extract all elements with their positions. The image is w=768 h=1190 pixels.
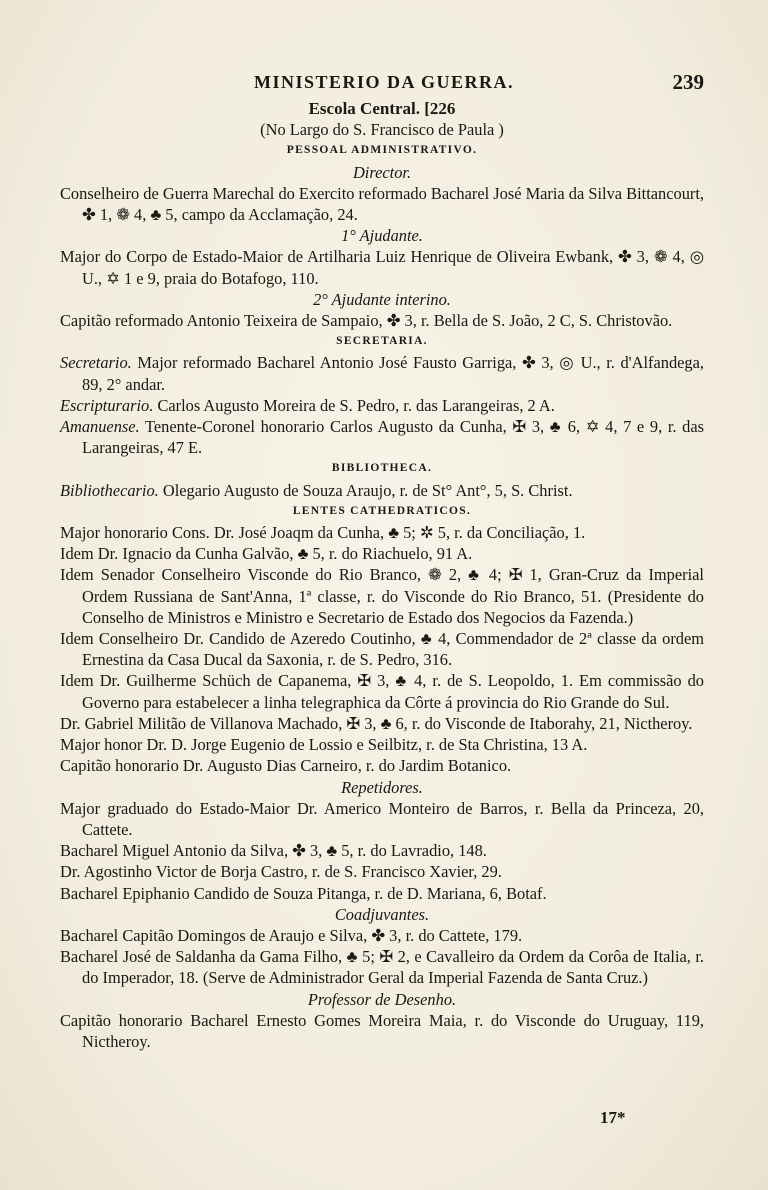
entry-text: Carlos Augusto Moreira de S. Pedro, r. das Larangeiras, 2 A. [153, 395, 555, 415]
signature-mark: 17* [600, 1108, 626, 1127]
repetidor-entry: Dr. Agostinho Victor de Borja Castro, r. de S. Francisco Xavier, 29. [60, 862, 502, 882]
entry-text: Olegario Augusto de Souza Araujo, r. de St° Ant°, 5, S. Christ. [158, 480, 573, 500]
coadjuvante-entry: Bacharel José de Saldanha da Gama Filho, ♣ 5; ✠ 2, e Cavalleiro da Ordem da Corôa de Italia, r. do Imperador, 18. (Serve de Administrador Geral da Imperial Fazenda de Santa Cruz.) [60, 947, 704, 988]
lente-entry: Idem Conselheiro Dr. Candido de Azeredo Coutinho, ♣ 4, Commendador de 2ª classe da ordem Ernestina da Casa Ducal da Saxonia, r. de S. Pedro, 316. [60, 629, 704, 670]
lentes-heading: LENTES CATHEDRATICOS. [292, 504, 472, 517]
lente-entry: Idem Senador Conselheiro Visconde do Rio Branco, ❁ 2, ♣ 4; ✠ 1, Gran-Cruz da Imperial Ordem Russiana de Sant'Anna, 1ª classe, r. do Visconde do Rio Branco, 51. (Presidente do Conselho de Ministros e Ministro e Secretario de Estado dos Negocios da Fazenda.) [60, 565, 704, 627]
running-header [62, 72, 706, 98]
repetidor-entry: Bacharel Epiphanio Candido de Souza Pitanga, r. de D. Mariana, 6, Botaf. [60, 883, 547, 903]
lente-entry: Dr. Gabriel Militão de Villanova Machado, ✠ 3, ♣ 6, r. do Visconde de Itaborahy, 21, Nictheroy. [60, 713, 693, 733]
repetidor-entry: Bacharel Miguel Antonio da Silva, ✤ 3, ♣ 5, r. do Lavradio, 148. [60, 841, 487, 861]
entry-label: Bibliothecario. [60, 480, 159, 500]
ajudante-interino-heading: 2° Ajudante interino. [313, 289, 451, 309]
director-heading: Director. [352, 162, 412, 182]
section-location: (No Largo do S. Francisco de Paula ) [260, 120, 504, 140]
bibliotheca-entry [60, 480, 704, 501]
entry-label: Amanuense. [60, 417, 140, 437]
lente-entry: Major honor Dr. D. Jorge Eugenio de Lossio e Seilbitz, r. de Sta Christina, 13 A. [60, 735, 588, 755]
lente-entry: Major honorario Cons. Dr. José Joaqm da Cunha, ♣ 5; ✲ 5, r. da Conciliação, 1. [60, 523, 586, 543]
repetidor-entry: Major graduado do Estado-Maior Dr. Americo Monteiro de Barros, r. Bella da Princeza, 20, Cattete. [60, 798, 704, 839]
ajudante-heading: 1° Ajudante. [341, 226, 423, 246]
ajudante-interino-entry: Capitão reformado Antonio Teixeira de Sampaio, ✤ 3, r. Bella de S. João, 2 C, S. Christovão. [60, 311, 673, 331]
entry-text: Tenente-Coronel honorario Carlos Augusto da Cunha, ✠ 3, ♣ 6, ✡ 4, 7 e 9, r. das Larangeiras, 47 E. [82, 417, 704, 458]
section-title: Escola Central. [226 [308, 99, 456, 118]
coadjuvantes-heading: Coadjuvantes. [334, 904, 430, 924]
secretaria-entry [60, 352, 704, 394]
entry-text: Major reformado Bacharel Antonio José Fausto Garriga, ✤ 3, ◎ U., r. d'Alfandega, 89, 2° andar. [82, 353, 704, 394]
page-number: 239 [672, 70, 704, 94]
lente-entry: Idem Dr. Guilherme Schüch de Capanema, ✠ 3, ♣ 4, r. de S. Leopoldo, 1. Em commissão do Governo para estabelecer a linha telegraphica da Côrte á provincia do Rio Grande do Sul. [60, 671, 704, 712]
secretaria-heading: SECRETARIA. [336, 335, 428, 348]
lente-entry: Idem Dr. Ignacio da Cunha Galvão, ♣ 5, r. do Riachuelo, 91 A. [60, 544, 473, 564]
running-title: MINISTERIO DA GUERRA. [253, 72, 515, 92]
bibliotheca-heading: BIBLIOTHECA. [331, 462, 433, 475]
desenho-heading: Professor de Desenho. [307, 989, 457, 1009]
lente-entry: Capitão honorario Dr. Augusto Dias Carneiro, r. do Jardim Botanico. [60, 756, 512, 776]
document-body [60, 98, 704, 1052]
director-entry: Conselheiro de Guerra Marechal do Exercito reformado Bacharel José Maria da Silva Bittancourt, ✤ 1, ❁ 4, ♣ 5, campo da Acclamação, 24. [60, 183, 705, 225]
repetidores-heading: Repetidores. [341, 777, 423, 797]
coadjuvante-entry: Bacharel Capitão Domingos de Araujo e Silva, ✤ 3, r. do Cattete, 179. [60, 925, 523, 945]
secretaria-entry [60, 395, 704, 416]
ajudante-entry: Major do Corpo de Estado-Maior de Artilharia Luiz Henrique de Oliveira Ewbank, ✤ 3, ❁ 4, ◎ U., ✡ 1 e 9, praia do Botafogo, 110. [60, 247, 704, 288]
subhead-admin: PESSOAL ADMINISTRATIVO. [286, 144, 478, 157]
entry-label: Secretario. [60, 353, 132, 373]
secretaria-entry [60, 416, 704, 458]
desenho-entry: Capitão honorario Bacharel Ernesto Gomes Moreira Maia, r. do Visconde do Uruguay, 119, Nictheroy. [60, 1010, 704, 1051]
entry-label: Escripturario. [60, 395, 154, 415]
